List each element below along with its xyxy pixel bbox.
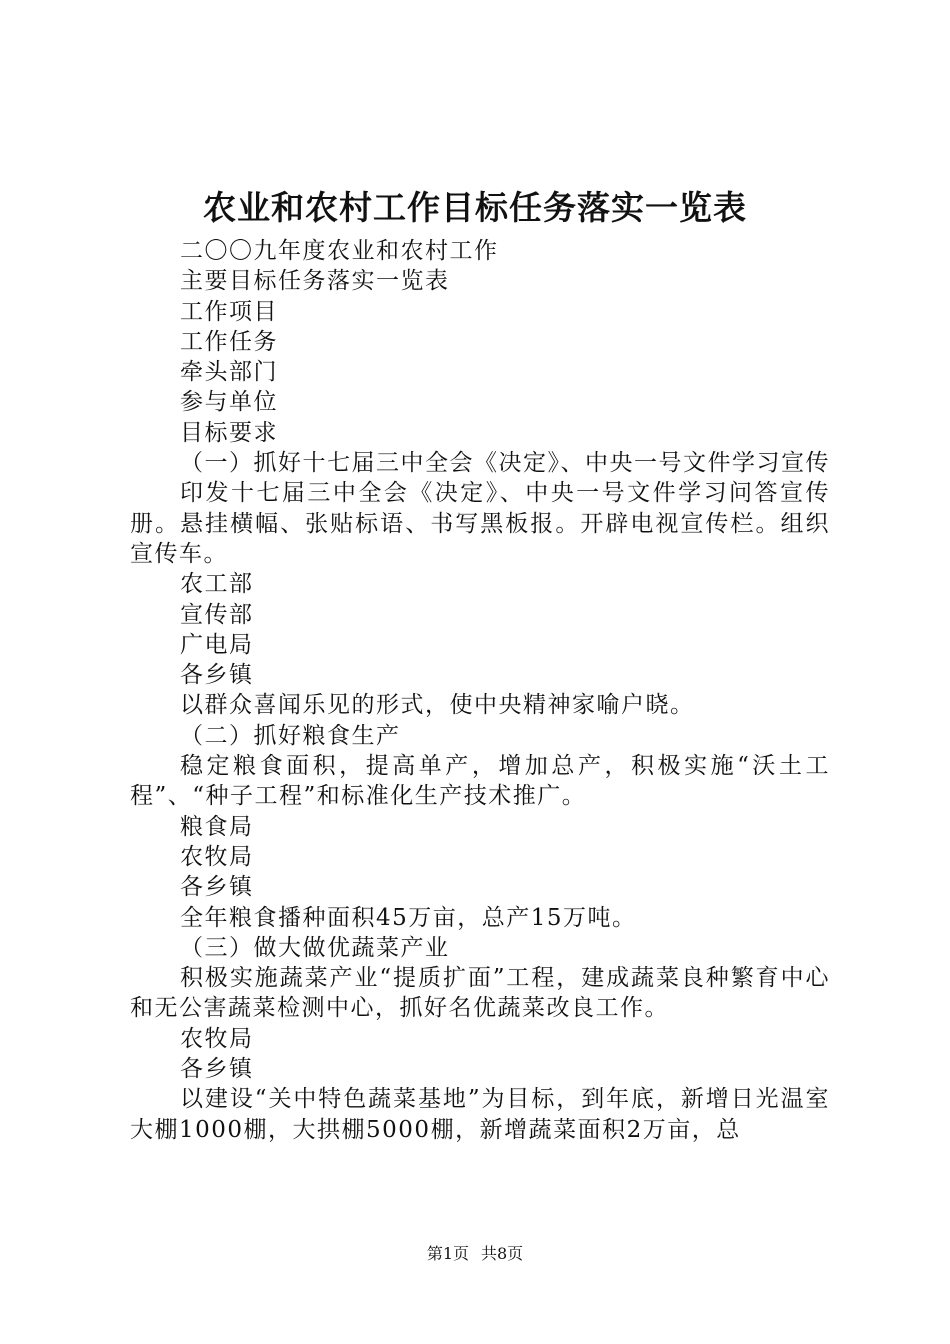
document-line: 主要目标任务落实一览表 (180, 268, 450, 295)
document-line: 各乡镇 (180, 1056, 254, 1083)
document-paragraph: 积极实施蔬菜产业“提质扩面”工程，建成蔬菜良种繁育中心和无公害蔬菜检测中心，抓好名优蔬菜改良工作。 (130, 965, 830, 1022)
document-line: 参与单位 (180, 389, 278, 416)
page-total: 共8页 (481, 1244, 524, 1263)
document-line: 工作项目 (180, 298, 278, 325)
document-line: 工作任务 (180, 328, 278, 355)
document-line: 粮食局 (180, 813, 254, 840)
document-body (130, 236, 830, 1145)
document-paragraph: 稳定粮食面积，提高单产，增加总产，积极实施“沃土工程”、“种子工程”和标准化生产技术推广。 (130, 753, 830, 810)
document-line: 各乡镇 (180, 874, 254, 901)
document-line: 农牧局 (180, 1025, 254, 1052)
document-line: 各乡镇 (180, 662, 254, 689)
page-number: 第1页 (426, 1244, 469, 1263)
document-line: 牵头部门 (180, 359, 278, 386)
document-line: 农牧局 (180, 843, 254, 870)
section-heading: （三）做大做优蔬菜产业 (180, 934, 450, 961)
page-title: 农业和农村工作目标任务落实一览表 (203, 188, 747, 227)
document-line: 目标要求 (180, 419, 278, 446)
document-line: 二〇〇九年度农业和农村工作 (180, 238, 499, 264)
document-line: 农工部 (180, 571, 254, 598)
page-footer (0, 1244, 950, 1264)
document-line: 广电局 (180, 631, 254, 658)
section-heading: （一）抓好十七届三中全会《决定》、中央一号文件学习宣传 (180, 450, 830, 477)
document-paragraph: 以建设“关中特色蔬菜基地”为目标，到年底，新增日光温室大棚1000棚，大拱棚5000棚，新增蔬菜面积2万亩，总 (130, 1086, 830, 1143)
section-heading: （二）抓好粮食生产 (180, 722, 401, 749)
document-line: 宣传部 (180, 601, 254, 628)
document-line: 以群众喜闻乐见的形式，使中央精神家喻户晓。 (180, 692, 695, 719)
document-line: 全年粮食播种面积45万亩，总产15万吨。 (180, 904, 637, 931)
document-paragraph: 印发十七届三中全会《决定》、中央一号文件学习问答宣传册。悬挂横幅、张贴标语、书写黑板报。开辟电视宣传栏。组织宣传车。 (130, 480, 830, 567)
